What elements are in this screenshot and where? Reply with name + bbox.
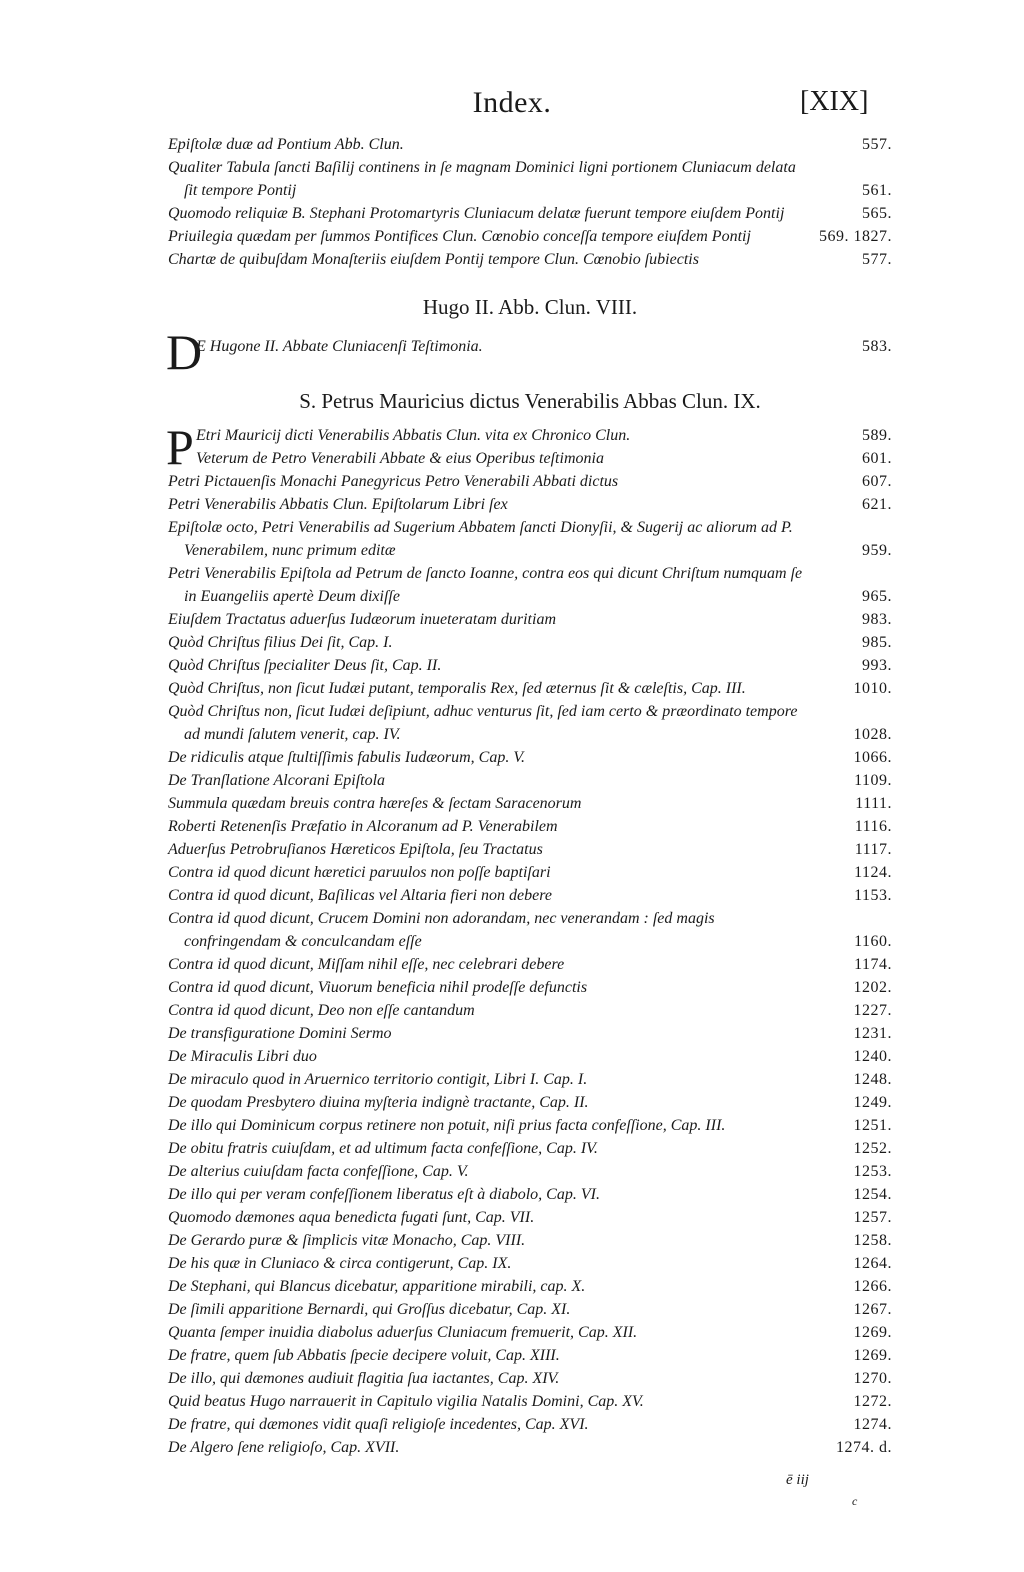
entry-title: Quid beatus Hugo narrauerit in Capitulo vigilia Natalis Domini, Cap. XV. (168, 1393, 644, 1410)
entry-page-number: 1240. (853, 1048, 892, 1065)
index-entry (168, 1436, 892, 1459)
entry-page-number: 589. (862, 427, 892, 444)
index-entry (168, 1068, 892, 1091)
entry-page-number: 1251. (853, 1117, 892, 1134)
entry-page-number: 1066. (853, 749, 892, 766)
entry-title: De illo, qui dæmones audiuit flagitia ſua iactantes, Cap. XIV. (168, 1370, 560, 1387)
index-entry (168, 861, 892, 884)
entry-page-number: 1267. (853, 1301, 892, 1318)
index-entry (168, 654, 892, 677)
entry-page-number: 565. (862, 205, 892, 222)
entry-page-number: 1231. (853, 1025, 892, 1042)
entry-title: Epiſtolæ duæ ad Pontium Abb. Clun. (168, 136, 404, 153)
entry-title: De ridiculis atque ſtultiſſimis fabulis Iudæorum, Cap. V. (168, 749, 526, 766)
index-entry (168, 884, 892, 907)
entry-title: De alterius cuiuſdam facta confeſſione, Cap. V. (168, 1163, 469, 1180)
index-entry (168, 1252, 892, 1275)
index-entry (168, 470, 892, 493)
index-entry (168, 1298, 892, 1321)
entry-title: Summula quædam breuis contra hæreſes & ſectam Saracenorum (168, 795, 582, 812)
section-heading: Hugo II. Abb. Clun. VIII. (422, 295, 638, 319)
entry-page-number: 561. (862, 182, 892, 199)
entry-title: De fratre, quem ſub Abbatis ſpecie decipere voluit, Cap. XIII. (168, 1347, 560, 1364)
index-entry (168, 1045, 892, 1068)
entry-title: Contra id quod dicunt, Baſilicas vel Altaria fieri non debere (168, 887, 552, 904)
index-section-petrus (166, 419, 892, 1459)
index-entry (168, 1321, 892, 1344)
entry-title: Priuilegia quædam per ſummos Pontifices Clun. Cœnobio conceſſa tempore eiuſdem Pontij (168, 228, 751, 245)
entry-page-number: 1028. (853, 726, 892, 743)
signature-mark: ē iij (786, 1472, 809, 1488)
catchword-mark: c (852, 1494, 858, 1508)
running-title: Index. (472, 86, 552, 119)
index-entry (168, 700, 892, 746)
index-entry (168, 815, 892, 838)
entry-title: Quòd Chriſtus non, ſicut Iudæi deſipiunt, adhuc venturus ſit, ſed iam certo & præordinato tempore ad mundi ſalutem venerit, cap. IV. (168, 703, 798, 743)
index-section-hugo (168, 293, 892, 415)
entry-page-number: 965. (862, 588, 892, 605)
entry-title: Contra id quod dicunt, Viuorum beneficia nihil prodeſſe defunctis (168, 979, 588, 996)
index-entry (168, 133, 892, 156)
entry-title: De Stephani, qui Blancus dicebatur, apparitione mirabili, cap. X. (168, 1278, 586, 1295)
entry-title: De quodam Presbytero diuina myſteria indignè tractante, Cap. II. (168, 1094, 589, 1111)
entry-title: Quòd Chriſtus ſpecialiter Deus ſit, Cap. II. (168, 657, 442, 674)
index-entry (168, 1390, 892, 1413)
entry-page-number: 1153. (854, 887, 892, 904)
entry-title: De miraculo quod in Aruernico territorio contigit, Libri I. Cap. I. (168, 1071, 588, 1088)
index-entry (168, 1091, 892, 1114)
entry-page-number: 601. (862, 450, 892, 467)
index-entry (168, 677, 892, 700)
index-entry (168, 746, 892, 769)
entry-title: Petri Venerabilis Abbatis Clun. Epiſtolarum Libri ſex (168, 496, 508, 513)
entry-page-number: 1266. (853, 1278, 892, 1295)
entry-title: Epiſtolæ octo, Petri Venerabilis ad Sugerium Abbatem ſancti Dionyſii, & Sugerij ac aliorum ad P. Venerabilem, nunc primum editæ (168, 519, 793, 559)
entry-page-number: 1249. (853, 1094, 892, 1111)
entry-title: E Hugone II. Abbate Cluniacenſi Teſtimonia. (196, 338, 483, 355)
entry-title: Roberti Retenenſis Præfatio in Alcoranum ad P. Venerabilem (168, 818, 558, 835)
index-entry (168, 1206, 892, 1229)
index-entry (168, 447, 892, 470)
entry-page-number: 993. (862, 657, 892, 674)
entry-title: De Tranſlatione Alcorani Epiſtola (168, 772, 386, 789)
entry-page-number: 1116. (854, 818, 892, 835)
index-entry (168, 1413, 892, 1436)
entry-page-number: 1248. (853, 1071, 892, 1088)
entry-page-number: 1254. (853, 1186, 892, 1203)
entry-title: De fratre, qui dæmones vidit quaſi religioſe incedentes, Cap. XVI. (168, 1416, 589, 1433)
entry-title: Quanta ſemper inuidia diabolus aduerſus Cluniacum fremuerit, Cap. XII. (168, 1324, 638, 1341)
index-entry (168, 1137, 892, 1160)
entry-title: De Algero ſene religioſo, Cap. XVII. (168, 1439, 400, 1456)
index-entry (168, 335, 892, 358)
entry-page-number: 569. 1827. (819, 228, 892, 245)
page-folio: [XIX] (800, 86, 869, 117)
entry-page-number: 1174. (854, 956, 892, 973)
entry-page-number: 1010. (853, 680, 892, 697)
index-entry (168, 976, 892, 999)
entry-title: Petri Pictauenſis Monachi Panegyricus Petro Venerabili Abbati dictus (168, 473, 619, 490)
entry-page-number: 985. (862, 634, 892, 651)
index-entry (168, 156, 892, 202)
entry-page-number: 577. (862, 251, 892, 268)
index-section-pontius (168, 133, 892, 271)
index-entry (168, 792, 892, 815)
entry-page-number: 1117. (854, 841, 892, 858)
entry-title: De Gerardo puræ & ſimplicis vitæ Monacho, Cap. VIII. (168, 1232, 526, 1249)
entry-page-number: 1253. (853, 1163, 892, 1180)
index-entry (168, 769, 892, 792)
index-entry (168, 493, 892, 516)
entry-title: Petri Venerabilis Epiſtola ad Petrum de ſancto Ioanne, contra eos qui dicunt Chriſtum numquam ſe in Euangeliis apertè Deum dixiſſe (168, 565, 803, 605)
entry-title: Quomodo dæmones aqua benedicta fugati ſunt, Cap. VII. (168, 1209, 535, 1226)
index-entry (168, 225, 892, 248)
index-entry (168, 1275, 892, 1298)
entry-page-number: 1202. (853, 979, 892, 996)
entry-page-number: 1227. (853, 1002, 892, 1019)
entry-page-number: 1258. (853, 1232, 892, 1249)
entry-title: Veterum de Petro Venerabili Abbate & eius Operibus teſtimonia (196, 450, 604, 467)
entry-page-number: 1257. (853, 1209, 892, 1226)
entry-page-number: 1269. (853, 1347, 892, 1364)
entry-page-number: 959. (862, 542, 892, 559)
index-entry (168, 1367, 892, 1390)
entry-title: De ſimili apparitione Bernardi, qui Groſſus dicebatur, Cap. XI. (168, 1301, 571, 1318)
entry-page-number: 557. (862, 136, 892, 153)
entry-page-number: 1264. (853, 1255, 892, 1272)
entry-title: Contra id quod dicunt, Deo non eſſe cantandum (168, 1002, 475, 1019)
entry-page-number: 1109. (854, 772, 892, 789)
index-entry (168, 424, 892, 447)
index-entry (168, 1183, 892, 1206)
index-entry (168, 248, 892, 271)
entry-page-number: 1272. (853, 1393, 892, 1410)
section-heading: S. Petrus Mauricius dictus Venerabilis Abbas Clun. IX. (299, 389, 761, 413)
entry-page-number: 1270. (853, 1370, 892, 1387)
entry-title: Eiuſdem Tractatus aduerſus Iudæorum inueteratam duritiam (168, 611, 556, 628)
entry-title: Quòd Chriſtus, non ſicut Iudæi putant, temporalis Rex, ſed æternus ſit & cæleſtis, Cap. III. (168, 680, 746, 697)
index-entry (168, 838, 892, 861)
entry-title: De illo qui Dominicum corpus retinere non potuit, niſi prius facta confeſſione, Cap. III. (168, 1117, 726, 1134)
index-entry (168, 1344, 892, 1367)
entry-page-number: 1124. (854, 864, 892, 881)
entry-title: De transfiguratione Domini Sermo (168, 1025, 392, 1042)
drop-cap: P (166, 419, 194, 475)
entry-page-number: 1269. (853, 1324, 892, 1341)
entry-page-number: 621. (862, 496, 892, 513)
entry-title: Aduerſus Petrobruſianos Hæreticos Epiſtola, ſeu Tractatus (168, 841, 543, 858)
entry-title: Contra id quod dicunt, Crucem Domini non adorandam, nec venerandam : ſed magis confringendam & conculcandam eſſe (168, 910, 715, 950)
entry-title: De illo qui per veram confeſſionem liberatus eſt à diabolo, Cap. VI. (168, 1186, 600, 1203)
entry-title: Chartæ de quibuſdam Monaſteriis eiuſdem Pontij tempore Clun. Cœnobio ſubiectis (168, 251, 699, 268)
index-entry (168, 1022, 892, 1045)
index-entry (168, 1160, 892, 1183)
entry-page-number: 1111. (855, 795, 892, 812)
entry-title: De obitu fratris cuiuſdam, et ad ultimum facta confeſſione, Cap. IV. (168, 1140, 598, 1157)
entry-title: De his quæ in Cluniaco & circa contigerunt, Cap. IX. (168, 1255, 512, 1272)
index-entry (168, 1114, 892, 1137)
index-entry (168, 999, 892, 1022)
hugo-entry-row (166, 324, 892, 380)
entry-page-number: 1274. d. (836, 1439, 892, 1456)
entry-title: Etri Mauricij dicti Venerabilis Abbatis Clun. vita ex Chronico Clun. (196, 427, 631, 444)
index-entry (168, 608, 892, 631)
entry-page-number: 607. (862, 473, 892, 490)
entry-title: Qualiter Tabula ſancti Baſilij continens in ſe magnam Dominici ligni portionem Cluniacum delata ſit tempore Pontij (168, 159, 796, 199)
entry-page-number: 583. (862, 338, 892, 355)
index-entry (168, 907, 892, 953)
entry-page-number: 1252. (853, 1140, 892, 1157)
entry-title: Contra id quod dicunt hæretici paruulos non poſſe baptiſari (168, 864, 551, 881)
entry-title: Quomodo reliquiæ B. Stephani Protomartyris Cluniacum delatæ fuerunt tempore eiuſdem Pontij (168, 205, 785, 222)
index-entry (168, 516, 892, 562)
entry-page-number: 983. (862, 611, 892, 628)
index-entry (168, 562, 892, 608)
entry-title: Quòd Chriſtus filius Dei ſit, Cap. I. (168, 634, 393, 651)
index-entry (168, 1229, 892, 1252)
index-entry (168, 202, 892, 225)
index-entry (168, 953, 892, 976)
entry-title: De Miraculis Libri duo (168, 1048, 317, 1065)
entry-page-number: 1160. (854, 933, 892, 950)
index-entry (168, 631, 892, 654)
entry-page-number: 1274. (853, 1416, 892, 1433)
drop-cap: D (166, 324, 203, 380)
petrus-entry-list (168, 447, 892, 1459)
entry-title: Contra id quod dicunt, Miſſam nihil eſſe, nec celebrari debere (168, 956, 565, 973)
